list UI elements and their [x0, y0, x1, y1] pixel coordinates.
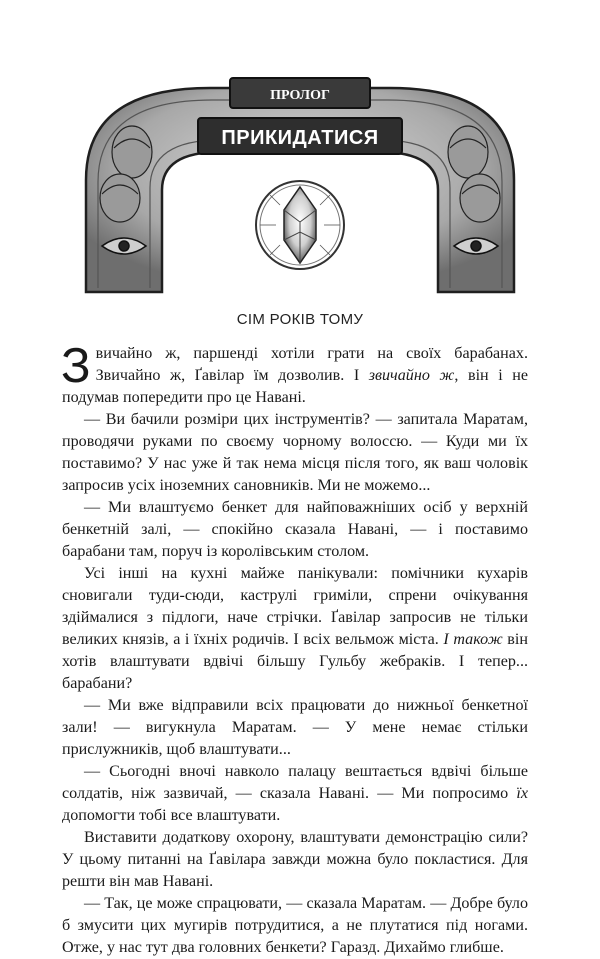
p1-text-b: , він і не подумав попередити про це Навані. — [62, 367, 528, 406]
paragraph-1 — [61, 339, 528, 409]
paragraph-2: — Ви бачили розміри цих інструментів? — запитала Маратам, проводячи руками по своєму чорному волоссю. — Куди ми їх поставимо? У нас уже й так нема місця після того, як ваш чоловік запросив усіх іноземних сановників. Ми не можемо... — [62, 411, 528, 494]
paragraph-8: — Так, це може спрацювати, — сказала Маратам. — Добре було б змусити цих мугирів потрудитися, а не плутатися під ногами. Отже, у нас тут два головних бенкети? Гаразд. Дихаймо глибше. — [62, 895, 528, 956]
p6-text-a: — Сьогодні вночі навколо палацу вештається вдвічі більше солдатів, ніж зазвичай, — сказала Навані. — Ми попросимо — [62, 763, 528, 802]
p4-text-a: Усі інші на кухні майже панікували: помічники кухарів сновигали туди-сюди, каструлі гриміли, спрени очікування здіймалися з підлоги, наче стрічки. Ґавілар запросив не тільки великих князів, а і їхніх родичів. І всіх вельмож міста. — [62, 565, 528, 648]
chapter-subtitle: СІМ РОКІВ ТОМУ — [236, 311, 364, 328]
paragraph-5: — Ми вже відправили всіх працювати до нижньої бенкетної зали! — вигукнула Маратам. — У мене немає стільки прислужників, щоб влаштувати... — [62, 697, 528, 758]
paragraph-7: Виставити додаткову охорону, влаштувати демонстрацію сили? У цьому питанні на Ґавілара завжди можна було покластися. Для решти він мав Навані. — [62, 829, 528, 890]
chapter-text — [61, 339, 528, 959]
gem-medallion-icon — [256, 181, 344, 269]
paragraph-6 — [62, 761, 528, 827]
p4-text-b: він хотів влаштувати вдвічі більшу Гульбу жебраків. І тепер... барабани? — [62, 631, 528, 692]
chapter-header-arch — [80, 60, 520, 300]
p1-text-a: вичайно ж, паршенді хотіли грати на своїх барабанах. Звичайно ж, Ґавілар їм дозволив. І — [95, 345, 528, 384]
p1-emphasis: звичайно ж — [368, 367, 455, 384]
stone-arch-illustration — [80, 60, 520, 300]
paragraph-3: — Ми влаштуємо бенкет для найповажніших осіб у верхній бенкетній залі, — спокійно сказала Навані, — і поставимо барабани там, поруч із королівським столом. — [62, 499, 528, 560]
drop-cap: З — [61, 339, 91, 393]
paragraph-4 — [62, 563, 528, 695]
p4-emphasis: І також — [443, 631, 503, 648]
p6-text-b: допомогти тобі все влаштувати. — [62, 807, 281, 824]
header-title: ПРИКИДАТИСЯ — [221, 127, 379, 149]
header-label: ПРОЛОГ — [270, 88, 330, 103]
p6-emphasis: їх — [516, 785, 528, 802]
